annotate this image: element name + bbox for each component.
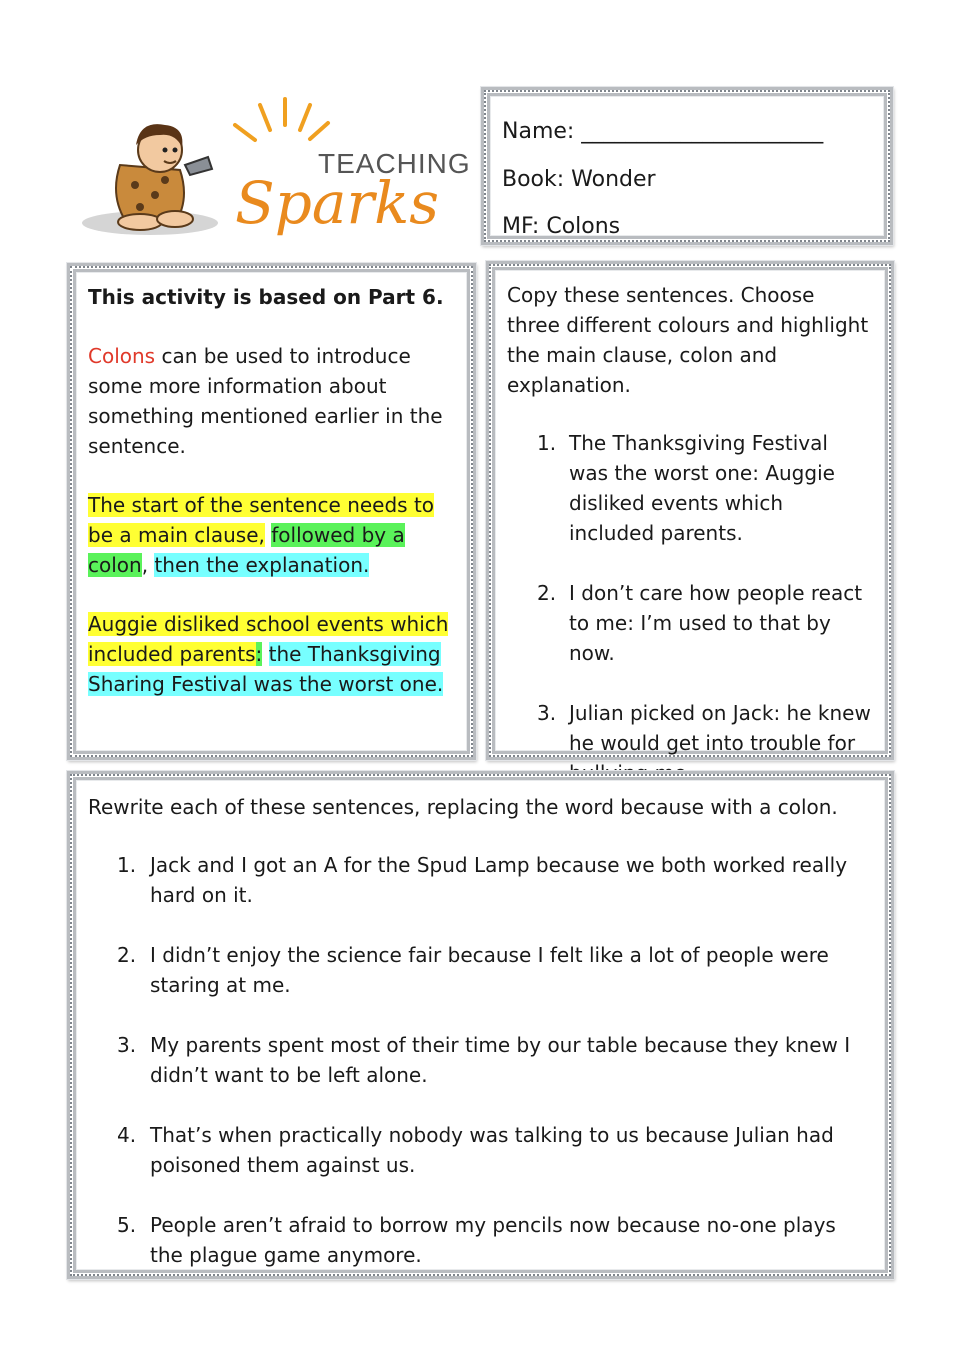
colon-explanation-box <box>67 263 476 760</box>
list-item: 2. I don’t care how people react to me: I’m used to that by now. <box>537 581 863 665</box>
copy-instructions: Copy these sentences. Choose three different colours and highlight the main clause, colon and explanation. <box>507 283 869 397</box>
name-field[interactable]: Name: ______________________ <box>502 119 824 144</box>
student-info-box <box>481 87 893 245</box>
list-item: 5. People aren’t afraid to borrow my pencils now because no-one plays the plague game anymore. <box>117 1213 836 1267</box>
colon-example: Auggie disliked school events which included parents: the Thanksgiving Sharing Festival was the worst one. <box>88 612 449 696</box>
activity-title: This activity is based on Part 6. <box>88 285 444 309</box>
book-label: Book: Wonder <box>502 166 656 192</box>
list-item: 1. Jack and I got an A for the Spud Lamp because we both worked really hard on it. <box>117 853 848 907</box>
list-item: 1. The Thanksgiving Festival was the worst one: Auggie disliked events which included parents. <box>537 431 835 545</box>
colon-rule: The start of the sentence needs to be a main clause, followed by a colon, then the explanation. <box>88 493 435 577</box>
colon-definition: Colons can be used to introduce some more information about something mentioned earlier in the sentence. <box>88 344 443 458</box>
svg-text:TEACHING: TEACHING <box>318 148 470 179</box>
mf-label: MF: Colons <box>502 214 621 239</box>
list-item: 2. I didn’t enjoy the science fair because I felt like a lot of people were staring at me. <box>117 943 829 997</box>
rewrite-sentence-list <box>88 850 873 1270</box>
rewrite-sentences-box <box>67 771 894 1279</box>
teaching-sparks-logo <box>80 95 470 255</box>
caveman-mascot-icon <box>80 95 470 255</box>
list-item: 4. That’s when practically nobody was talking to us because Julian had poisoned them against us. <box>117 1123 834 1177</box>
list-item: 3. My parents spent most of their time by our table because they knew I didn’t want to be left alone. <box>117 1033 851 1087</box>
rewrite-instructions: Rewrite each of these sentences, replacing the word because with a colon. <box>88 795 838 819</box>
svg-text:Sparks: Sparks <box>235 169 440 237</box>
copy-sentence-list <box>507 428 873 788</box>
colons-keyword: Colons <box>88 344 156 368</box>
list-item: 3. Julian picked on Jack: he knew he would get into trouble for <box>537 701 871 755</box>
copy-sentences-box <box>486 261 894 760</box>
